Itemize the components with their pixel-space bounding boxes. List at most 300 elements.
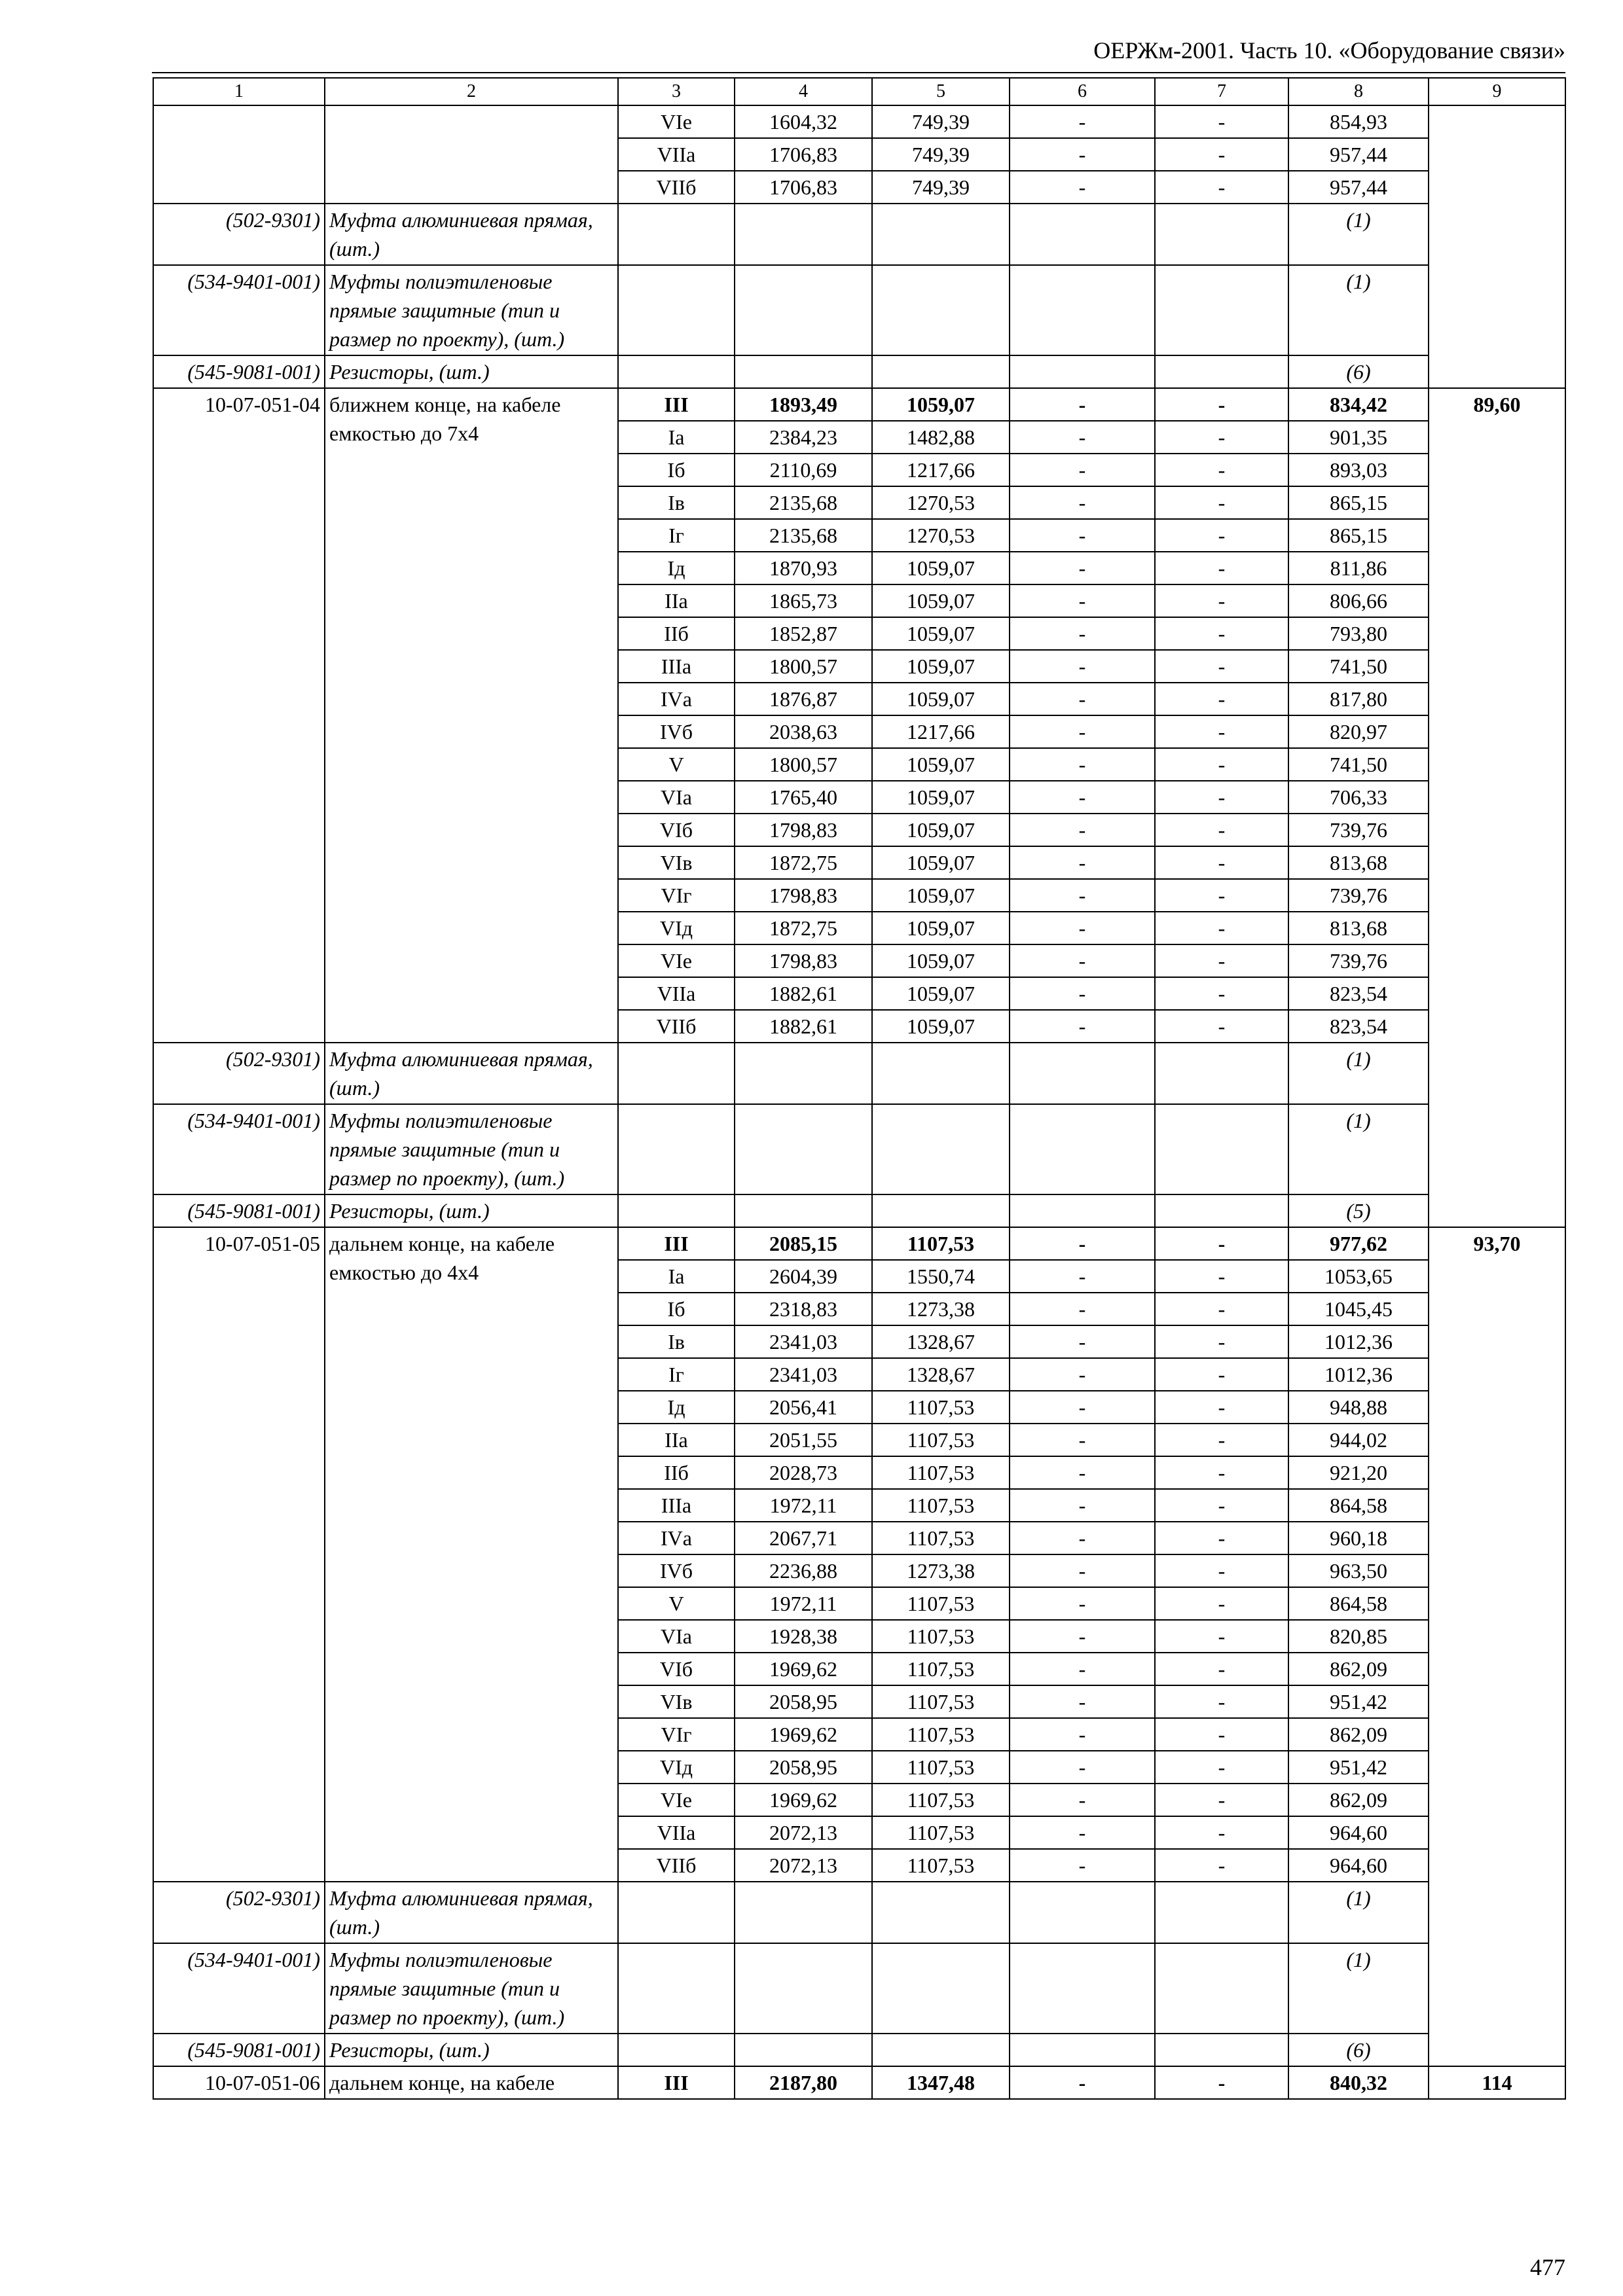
total-cost-cell: 1800,57 [735,748,872,781]
zone-cell: IIа [618,584,735,617]
material-name-cell: Муфта алюминиевая прямая, (шт.) [325,1882,618,1943]
wages-cell: 1107,53 [872,1816,1010,1849]
materials-cost-cell: 862,09 [1288,1653,1429,1685]
machine-cost-cell: - [1010,1653,1155,1685]
materials-cost-cell: 957,44 [1288,171,1429,204]
total-cost-cell: 1865,73 [735,584,872,617]
empty-cell [1155,204,1288,265]
total-cost-cell: 2028,73 [735,1456,872,1489]
driver-wages-cell: - [1155,1260,1288,1293]
driver-wages-cell: - [1155,1587,1288,1620]
zone-cell: Iб [618,1293,735,1325]
empty-cell [735,265,872,355]
machine-cost-cell: - [1010,171,1155,204]
materials-cost-cell: 793,80 [1288,617,1429,650]
total-cost-cell: 1604,32 [735,105,872,138]
zone-cell: VIе [618,1784,735,1816]
column-number: 3 [618,78,735,105]
materials-cost-cell: 823,54 [1288,1010,1429,1043]
machine-cost-cell: - [1010,846,1155,879]
empty-cell [872,355,1010,388]
wages-cell: 1107,53 [872,1685,1010,1718]
wages-cell: 1059,07 [872,552,1010,584]
code-cell: 10-07-051-04 [153,388,325,1043]
page-header: ОЕРЖм-2001. Часть 10. «Оборудование связи» [1093,37,1565,63]
empty-cell [618,204,735,265]
zone-cell: VIд [618,912,735,944]
material-name-cell: Резисторы, (шт.) [325,1194,618,1227]
column-number: 7 [1155,78,1288,105]
zone-cell: IIб [618,1456,735,1489]
total-cost-cell: 1882,61 [735,977,872,1010]
materials-cost-cell: 820,97 [1288,715,1429,748]
column-number: 5 [872,78,1010,105]
driver-wages-cell: - [1155,781,1288,814]
driver-wages-cell: - [1155,1849,1288,1882]
materials-cost-cell: 817,80 [1288,683,1429,715]
empty-cell [735,1943,872,2034]
empty-cell [1010,2034,1155,2066]
column-number: 2 [325,78,618,105]
materials-cost-cell: 741,50 [1288,748,1429,781]
wages-cell: 1059,07 [872,683,1010,715]
machine-cost-cell: - [1010,1620,1155,1653]
empty-cell [872,265,1010,355]
materials-cost-cell: 864,58 [1288,1489,1429,1522]
empty-cell [618,265,735,355]
machine-cost-cell: - [1010,912,1155,944]
empty-cell [1155,1943,1288,2034]
total-cost-cell: 1800,57 [735,650,872,683]
machine-cost-cell: - [1010,1849,1155,1882]
material-row [153,265,1565,355]
zone-cell: Iв [618,486,735,519]
empty-cell [618,2034,735,2066]
materials-cost-cell: 811,86 [1288,552,1429,584]
name-cell: ближнем конце, на кабеле емкостью до 7х4 [325,388,618,1043]
driver-wages-cell: - [1155,1489,1288,1522]
driver-wages-cell: - [1155,1620,1288,1653]
column-number: 1 [153,78,325,105]
wages-cell: 1270,53 [872,486,1010,519]
materials-cost-cell: 951,42 [1288,1685,1429,1718]
material-qty-cell: (1) [1288,1043,1429,1104]
wages-cell: 1059,07 [872,748,1010,781]
empty-cell [735,355,872,388]
materials-cost-cell: 862,09 [1288,1718,1429,1751]
total-cost-cell: 1969,62 [735,1718,872,1751]
empty-cell [1155,2034,1288,2066]
materials-cost-cell: 964,60 [1288,1849,1429,1882]
materials-cost-cell: 1045,45 [1288,1293,1429,1325]
total-cost-cell: 1870,93 [735,552,872,584]
driver-wages-cell: - [1155,388,1288,421]
materials-cost-cell: 963,50 [1288,1554,1429,1587]
wages-cell: 1059,07 [872,781,1010,814]
driver-wages-cell: - [1155,138,1288,171]
wages-cell: 1059,07 [872,846,1010,879]
wages-cell: 1059,07 [872,584,1010,617]
wages-cell: 1107,53 [872,1784,1010,1816]
zone-cell: III [618,388,735,421]
wages-cell: 1107,53 [872,1751,1010,1784]
materials-cost-cell: 951,42 [1288,1751,1429,1784]
total-cost-cell: 2038,63 [735,715,872,748]
total-cost-cell: 2085,15 [735,1227,872,1260]
wages-cell: 1107,53 [872,1424,1010,1456]
driver-wages-cell: - [1155,1227,1288,1260]
column-number: 9 [1429,78,1565,105]
wages-cell: 1347,48 [872,2066,1010,2099]
materials-cost-cell: 865,15 [1288,486,1429,519]
machine-cost-cell: - [1010,1554,1155,1587]
column-number: 8 [1288,78,1429,105]
column-number-row [153,78,1565,105]
name-cell: дальнем конце, на кабеле емкостью до 4х4 [325,1227,618,1882]
empty-cell [1010,204,1155,265]
total-cost-cell: 2056,41 [735,1391,872,1424]
total-cost-cell: 2110,69 [735,454,872,486]
wages-cell: 1107,53 [872,1849,1010,1882]
material-qty-cell: (1) [1288,204,1429,265]
wages-cell: 1059,07 [872,912,1010,944]
machine-cost-cell: - [1010,1587,1155,1620]
wages-cell: 749,39 [872,105,1010,138]
wages-cell: 749,39 [872,171,1010,204]
driver-wages-cell: - [1155,105,1288,138]
material-code-cell: (545-9081-001) [153,355,325,388]
total-cost-cell: 1882,61 [735,1010,872,1043]
driver-wages-cell: - [1155,1522,1288,1554]
driver-wages-cell: - [1155,1554,1288,1587]
total-cost-cell: 1969,62 [735,1653,872,1685]
material-name-cell: Муфты полиэтиленовые прямые защитные (тип и размер по проекту), (шт.) [325,265,618,355]
wages-cell: 1107,53 [872,1391,1010,1424]
wages-cell: 1273,38 [872,1554,1010,1587]
empty-cell [1010,355,1155,388]
zone-cell: Iа [618,421,735,454]
labor-cell: 93,70 [1429,1227,1565,2066]
empty-cell [1155,1194,1288,1227]
driver-wages-cell: - [1155,715,1288,748]
empty-cell [618,1104,735,1194]
empty-cell [618,1882,735,1943]
machine-cost-cell: - [1010,486,1155,519]
zone-cell: VIа [618,1620,735,1653]
machine-cost-cell: - [1010,1456,1155,1489]
empty-cell [735,204,872,265]
total-cost-cell: 1893,49 [735,388,872,421]
zone-cell: VIIа [618,977,735,1010]
empty-cell [1010,1943,1155,2034]
zone-cell: VIIа [618,1816,735,1849]
materials-cost-cell: 813,68 [1288,912,1429,944]
machine-cost-cell: - [1010,1424,1155,1456]
materials-cost-cell: 806,66 [1288,584,1429,617]
zone-cell: V [618,1587,735,1620]
machine-cost-cell: - [1010,138,1155,171]
machine-cost-cell: - [1010,388,1155,421]
zone-cell: VIв [618,1685,735,1718]
zone-cell: VIе [618,105,735,138]
zone-cell: IIIа [618,1489,735,1522]
zone-cell: Iг [618,1358,735,1391]
labor-cell [1429,105,1565,388]
zone-cell: IVб [618,715,735,748]
zone-cell: VIIб [618,1010,735,1043]
material-row [153,204,1565,265]
materials-cost-cell: 813,68 [1288,846,1429,879]
material-row [153,1943,1565,2034]
materials-cost-cell: 739,76 [1288,879,1429,912]
machine-cost-cell: - [1010,1751,1155,1784]
machine-cost-cell: - [1010,1260,1155,1293]
driver-wages-cell: - [1155,912,1288,944]
table-row [153,2066,1565,2099]
code-cell [153,105,325,204]
machine-cost-cell: - [1010,715,1155,748]
wages-cell: 1059,07 [872,814,1010,846]
wages-cell: 1059,07 [872,879,1010,912]
driver-wages-cell: - [1155,683,1288,715]
wages-cell: 1482,88 [872,421,1010,454]
materials-cost-cell: 901,35 [1288,421,1429,454]
page-number: 477 [1530,2254,1565,2280]
column-number: 4 [735,78,872,105]
empty-cell [872,2034,1010,2066]
empty-cell [735,1882,872,1943]
total-cost-cell: 2058,95 [735,1685,872,1718]
empty-cell [618,1043,735,1104]
materials-cost-cell: 823,54 [1288,977,1429,1010]
driver-wages-cell: - [1155,617,1288,650]
empty-cell [618,1943,735,2034]
total-cost-cell: 2341,03 [735,1325,872,1358]
material-name-cell: Резисторы, (шт.) [325,355,618,388]
material-code-cell: (502-9301) [153,204,325,265]
total-cost-cell: 2072,13 [735,1849,872,1882]
total-cost-cell: 2135,68 [735,519,872,552]
wages-cell: 1059,07 [872,944,1010,977]
zone-cell: V [618,748,735,781]
material-code-cell: (534-9401-001) [153,1104,325,1194]
zone-cell: VIг [618,879,735,912]
material-row [153,1043,1565,1104]
machine-cost-cell: - [1010,1718,1155,1751]
labor-cell: 114 [1429,2066,1565,2099]
machine-cost-cell: - [1010,1685,1155,1718]
total-cost-cell: 2318,83 [735,1293,872,1325]
zone-cell: VIIа [618,138,735,171]
total-cost-cell: 2236,88 [735,1554,872,1587]
materials-cost-cell: 944,02 [1288,1424,1429,1456]
wages-cell: 1059,07 [872,617,1010,650]
zone-cell: Iд [618,552,735,584]
table-row [153,105,1565,138]
machine-cost-cell: - [1010,781,1155,814]
materials-cost-cell: 1053,65 [1288,1260,1429,1293]
zone-cell: VIIб [618,171,735,204]
materials-cost-cell: 1012,36 [1288,1358,1429,1391]
empty-cell [1010,1882,1155,1943]
empty-cell [735,1104,872,1194]
material-name-cell: Резисторы, (шт.) [325,2034,618,2066]
materials-cost-cell: 739,76 [1288,814,1429,846]
driver-wages-cell: - [1155,519,1288,552]
driver-wages-cell: - [1155,1456,1288,1489]
material-name-cell: Муфты полиэтиленовые прямые защитные (тип и размер по проекту), (шт.) [325,1943,618,2034]
material-code-cell: (534-9401-001) [153,265,325,355]
empty-cell [618,355,735,388]
driver-wages-cell: - [1155,944,1288,977]
empty-cell [1155,1104,1288,1194]
machine-cost-cell: - [1010,519,1155,552]
zone-cell: VIб [618,1653,735,1685]
machine-cost-cell: - [1010,617,1155,650]
total-cost-cell: 1765,40 [735,781,872,814]
materials-cost-cell: 977,62 [1288,1227,1429,1260]
wages-cell: 1328,67 [872,1358,1010,1391]
machine-cost-cell: - [1010,105,1155,138]
material-qty-cell: (1) [1288,265,1429,355]
total-cost-cell: 1969,62 [735,1784,872,1816]
materials-cost-cell: 741,50 [1288,650,1429,683]
total-cost-cell: 1798,83 [735,879,872,912]
machine-cost-cell: - [1010,1325,1155,1358]
total-cost-cell: 1876,87 [735,683,872,715]
wages-cell: 1270,53 [872,519,1010,552]
total-cost-cell: 2058,95 [735,1751,872,1784]
wages-cell: 1107,53 [872,1587,1010,1620]
materials-cost-cell: 865,15 [1288,519,1429,552]
empty-cell [618,1194,735,1227]
total-cost-cell: 1972,11 [735,1489,872,1522]
total-cost-cell: 2067,71 [735,1522,872,1554]
driver-wages-cell: - [1155,552,1288,584]
zone-cell: Iд [618,1391,735,1424]
material-row [153,1194,1565,1227]
wages-cell: 1059,07 [872,1010,1010,1043]
wages-cell: 1059,07 [872,650,1010,683]
driver-wages-cell: - [1155,1653,1288,1685]
materials-cost-cell: 960,18 [1288,1522,1429,1554]
machine-cost-cell: - [1010,421,1155,454]
empty-cell [872,1943,1010,2034]
materials-cost-cell: 820,85 [1288,1620,1429,1653]
empty-cell [735,1194,872,1227]
total-cost-cell: 2604,39 [735,1260,872,1293]
zone-cell: VIб [618,814,735,846]
table-body [153,78,1565,2099]
zone-cell: Iг [618,519,735,552]
machine-cost-cell: - [1010,650,1155,683]
total-cost-cell: 1972,11 [735,1587,872,1620]
machine-cost-cell: - [1010,1391,1155,1424]
material-qty-cell: (1) [1288,1104,1429,1194]
material-qty-cell: (5) [1288,1194,1429,1227]
table-row [153,388,1565,421]
machine-cost-cell: - [1010,1010,1155,1043]
total-cost-cell: 1872,75 [735,912,872,944]
zone-cell: III [618,1227,735,1260]
materials-cost-cell: 864,58 [1288,1587,1429,1620]
driver-wages-cell: - [1155,1391,1288,1424]
wages-cell: 1217,66 [872,715,1010,748]
column-number: 6 [1010,78,1155,105]
driver-wages-cell: - [1155,1784,1288,1816]
empty-cell [872,204,1010,265]
driver-wages-cell: - [1155,814,1288,846]
zone-cell: VIг [618,1718,735,1751]
labor-cell: 89,60 [1429,388,1565,1227]
empty-cell [735,1043,872,1104]
total-cost-cell: 2135,68 [735,486,872,519]
code-cell: 10-07-051-06 [153,2066,325,2099]
material-name-cell: Муфта алюминиевая прямая, (шт.) [325,1043,618,1104]
total-cost-cell: 1872,75 [735,846,872,879]
zone-cell: IVа [618,683,735,715]
driver-wages-cell: - [1155,1685,1288,1718]
machine-cost-cell: - [1010,814,1155,846]
material-row [153,355,1565,388]
wages-cell: 1107,53 [872,1620,1010,1653]
materials-cost-cell: 921,20 [1288,1456,1429,1489]
zone-cell: Iб [618,454,735,486]
empty-cell [1010,1043,1155,1104]
driver-wages-cell: - [1155,1718,1288,1751]
driver-wages-cell: - [1155,977,1288,1010]
material-row [153,2034,1565,2066]
material-code-cell: (545-9081-001) [153,2034,325,2066]
zone-cell: IIIа [618,650,735,683]
driver-wages-cell: - [1155,421,1288,454]
material-code-cell: (545-9081-001) [153,1194,325,1227]
machine-cost-cell: - [1010,683,1155,715]
driver-wages-cell: - [1155,584,1288,617]
zone-cell: IVб [618,1554,735,1587]
wages-cell: 1107,53 [872,1489,1010,1522]
wages-cell: 1273,38 [872,1293,1010,1325]
wages-cell: 1059,07 [872,977,1010,1010]
empty-cell [872,1882,1010,1943]
wages-cell: 1328,67 [872,1325,1010,1358]
material-code-cell: (534-9401-001) [153,1943,325,2034]
zone-cell: IIб [618,617,735,650]
zone-cell: VIв [618,846,735,879]
empty-cell [1010,265,1155,355]
zone-cell: VIIб [618,1849,735,1882]
machine-cost-cell: - [1010,977,1155,1010]
driver-wages-cell: - [1155,1751,1288,1784]
empty-cell [1155,265,1288,355]
material-qty-cell: (6) [1288,355,1429,388]
material-row [153,1882,1565,1943]
zone-cell: IIа [618,1424,735,1456]
material-row [153,1104,1565,1194]
zone-cell: Iа [618,1260,735,1293]
driver-wages-cell: - [1155,486,1288,519]
machine-cost-cell: - [1010,552,1155,584]
driver-wages-cell: - [1155,171,1288,204]
empty-cell [1155,1043,1288,1104]
driver-wages-cell: - [1155,1325,1288,1358]
empty-cell [1010,1194,1155,1227]
machine-cost-cell: - [1010,584,1155,617]
wages-cell: 749,39 [872,138,1010,171]
machine-cost-cell: - [1010,1293,1155,1325]
driver-wages-cell: - [1155,1424,1288,1456]
zone-cell: VIе [618,944,735,977]
